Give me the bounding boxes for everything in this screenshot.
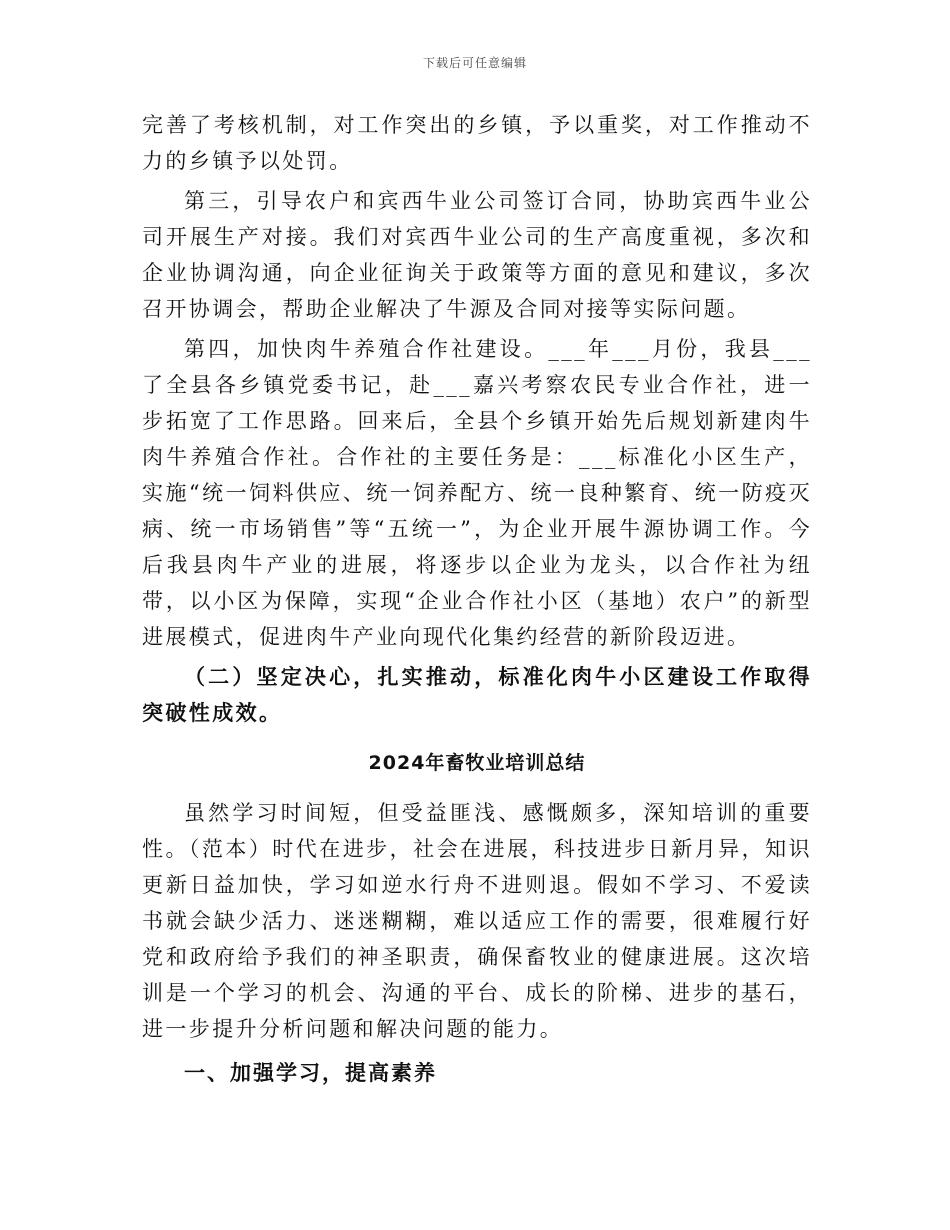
paragraph-assessment: 完善了考核机制，对工作突出的乡镇，予以重奖，对工作推动不力的乡镇予以处罚。	[142, 113, 812, 173]
paragraph-training-intro: 虽然学习时间短，但受益匪浅、感慨颇多，深知培训的重要性。（范本）时代在进步，社会在进展，科技进步日新月异，知识更新日益加快，学习如逆水行舟不进则退。假如不学习、不爱读书就会缺少活力、迷迷糊糊，难以适应工作的需要，很难履行好党和政府给予我们的神圣职责，确保畜牧业的健康进展。这次培训是一个学习的机会、沟通的平台、成长的阶梯、进步的基石，进一步提升分析问题和解决问题的能力。	[142, 801, 812, 1041]
document-title: 2024年畜牧业培训总结	[368, 752, 586, 774]
section-heading-two: （二）坚定决心，扎实推动，标准化肉牛小区建设工作取得突破性成效。	[142, 664, 812, 725]
paragraph-fourth: 第四，加快肉牛养殖合作社建设。___年___月份，我县___了全县各乡镇党委书记，赴___嘉兴考察农民专业合作社，进一步拓宽了工作思路。回来后，全县个乡镇开始先后规划新建肉牛肉牛养殖合作社。合作社的主要任务是：___标准化小区生产，实施“统一饲料供应、统一饲养配方、统一良种繁育、统一防疫灭病、统一市场销售”等“五统一”，为企业开展牛源协调工作。今后我县肉牛产业的进展，将逐步以企业为龙头，以合作社为纽带，以小区为保障，实现“企业合作社小区（基地）农户”的新型进展模式，促进肉牛产业向现代化集约经营的新阶段迈进。	[142, 337, 812, 649]
section-heading-one: 一、加强学习，提高素养	[184, 1060, 437, 1085]
document-body	[142, 107, 812, 1091]
page-header-note: 下载后可任意编辑	[422, 56, 527, 70]
paragraph-third: 第三，引导农户和宾西牛业公司签订合同，协助宾西牛业公司开展生产对接。我们对宾西牛业公司的生产高度重视，多次和企业协调沟通，向企业征询关于政策等方面的意见和建议，多次召开协调会，帮助企业解决了牛源及合同对接等实际问题。	[142, 189, 812, 321]
